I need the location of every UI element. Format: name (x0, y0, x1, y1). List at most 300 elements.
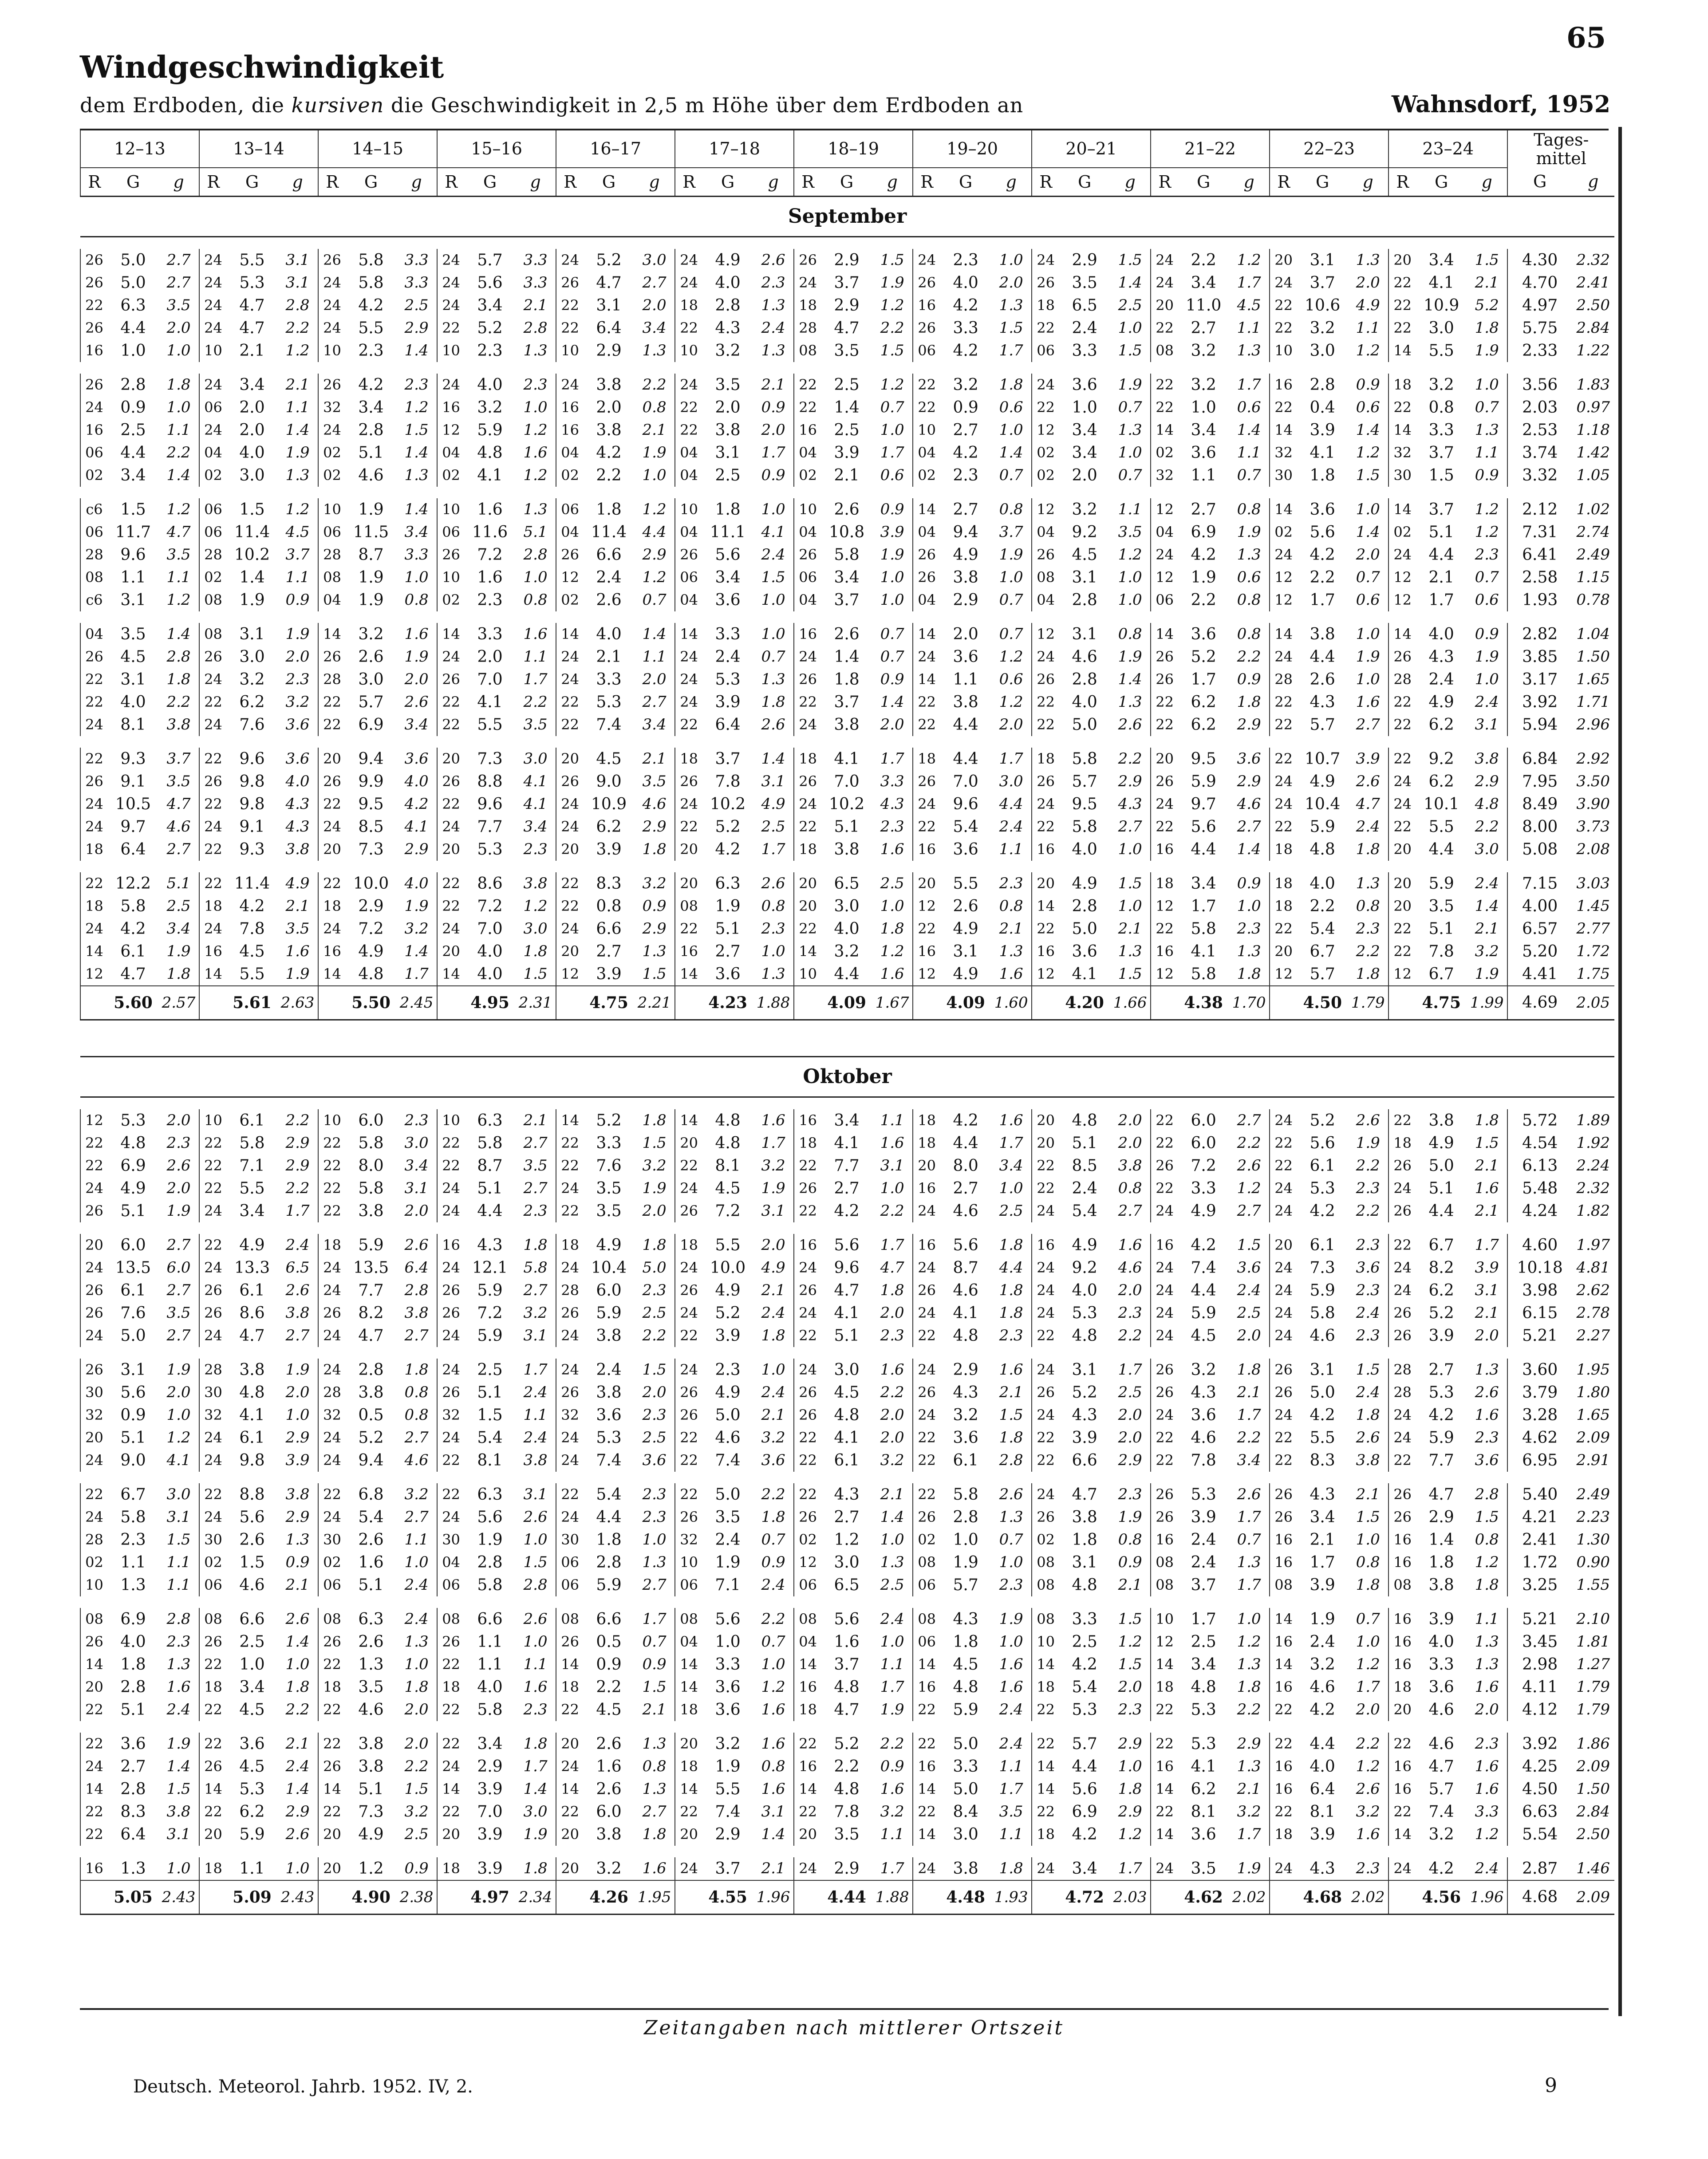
height-speed: 2.6 (753, 249, 794, 272)
height-speed: 1.2 (396, 396, 437, 419)
ground-speed: 4.1 (1191, 942, 1216, 961)
ground-speed: 9.4 (358, 750, 384, 768)
height-speed: 0.7 (753, 1529, 794, 1551)
ground-speed: 4.0 (953, 274, 978, 292)
wind-direction: 24 (556, 1324, 584, 1347)
height-speed: 2.0 (158, 1381, 199, 1404)
wind-direction: 02 (199, 1551, 227, 1574)
ground-speed: 5.3 (239, 274, 265, 292)
ground-speed: 3.7 (1428, 444, 1454, 462)
wind-direction: 22 (199, 691, 227, 713)
ground-speed: 9.5 (358, 795, 384, 813)
wind-direction: 20 (437, 838, 465, 861)
ground-speed: 5.8 (1310, 1304, 1335, 1322)
ground-speed: 4.0 (477, 376, 503, 394)
height-speed: 4.3 (277, 816, 318, 838)
wind-direction: 24 (80, 1324, 108, 1347)
wind-direction: 22 (913, 1483, 940, 1506)
wind-direction: 24 (1388, 1257, 1416, 1279)
ground-speed: 5.1 (358, 1780, 384, 1798)
wind-direction: 26 (556, 1631, 584, 1653)
wind-speed-table (80, 130, 1614, 1915)
height-speed: 2.0 (396, 1733, 437, 1755)
group-gap (80, 1472, 1614, 1483)
height-speed: 4.0 (396, 770, 437, 793)
daily-mean-height: 2.23 (1576, 1508, 1610, 1526)
height-speed: 3.5 (991, 1800, 1032, 1823)
ground-speed: 5.5 (715, 1780, 741, 1798)
height-speed: 3.2 (277, 691, 318, 713)
height-speed: 3.2 (396, 1800, 437, 1823)
height-speed: 1.9 (277, 623, 318, 646)
height-speed: 4.8 (1467, 793, 1507, 816)
wind-direction: 16 (1151, 1529, 1178, 1551)
ground-speed: 1.5 (1428, 466, 1454, 485)
height-speed: 4.6 (634, 793, 675, 816)
ground-speed: 2.4 (715, 648, 741, 666)
ground-speed: 5.4 (358, 1508, 384, 1526)
ground-speed: 6.2 (1428, 716, 1454, 734)
daily-mean-ground: 5.20 (1522, 942, 1558, 961)
height-speed: 2.2 (634, 1324, 675, 1347)
wind-direction: 16 (80, 1857, 108, 1880)
wind-direction: 06 (794, 1574, 821, 1596)
ground-speed: 9.0 (120, 1451, 146, 1470)
height-speed: 3.3 (1467, 1800, 1507, 1823)
wind-direction: 24 (318, 816, 346, 838)
subtitle-italic-word: kursiven (291, 93, 384, 117)
ground-speed: 2.5 (834, 376, 860, 394)
ground-speed: 4.2 (1310, 546, 1335, 564)
wind-direction: 24 (1032, 1404, 1059, 1426)
height-speed: 5.0 (634, 1257, 675, 1279)
height-speed: 1.8 (1467, 317, 1507, 339)
wind-direction: 22 (794, 1449, 821, 1472)
ground-speed: 6.1 (120, 1281, 146, 1300)
daily-mean-height: 1.81 (1576, 1633, 1610, 1651)
daily-mean-ground: 2.58 (1522, 568, 1558, 587)
height-speed: 0.7 (634, 1631, 675, 1653)
wind-direction: 22 (199, 1653, 227, 1676)
ground-speed: 0.9 (120, 398, 146, 417)
wind-direction: 26 (1032, 1381, 1059, 1404)
height-speed: 3.5 (277, 918, 318, 940)
height-speed: 3.8 (277, 1302, 318, 1324)
ground-speed: 3.4 (1191, 274, 1216, 292)
height-speed: 2.0 (753, 1234, 794, 1257)
wind-direction: 24 (556, 793, 584, 816)
ground-speed: 5.1 (1428, 1179, 1454, 1198)
ground-speed: 3.4 (1072, 444, 1097, 462)
wind-direction: 16 (437, 1234, 465, 1257)
ground-speed: 6.9 (358, 716, 384, 734)
ground-speed: 3.7 (834, 1655, 860, 1674)
wind-direction: 22 (675, 918, 702, 940)
wind-direction: 22 (80, 1132, 108, 1154)
ground-speed: 4.9 (120, 1179, 146, 1198)
wind-direction: 22 (199, 838, 227, 861)
height-speed: 2.6 (1348, 1426, 1388, 1449)
ground-speed: 4.2 (239, 897, 265, 915)
wind-direction: 22 (80, 1154, 108, 1177)
day-row (80, 1698, 1614, 1721)
ground-speed: 1.1 (953, 670, 978, 689)
daily-mean-height: 2.50 (1576, 1825, 1610, 1843)
mean-height-speed: 2.02 (1348, 1880, 1388, 1915)
ground-speed: 1.9 (953, 1553, 978, 1572)
wind-direction: 20 (794, 872, 821, 895)
wind-direction: 20 (1388, 838, 1416, 861)
ground-speed: 4.8 (1310, 840, 1335, 859)
daily-mean-ground: 4.12 (1522, 1701, 1558, 1719)
wind-direction: 24 (318, 918, 346, 940)
height-speed: 1.4 (872, 691, 913, 713)
mean-spacer (318, 986, 346, 1020)
daily-mean-ground: 3.28 (1522, 1406, 1558, 1424)
ground-speed: 4.0 (477, 942, 503, 961)
daily-mean-height: 0.97 (1576, 398, 1610, 416)
wind-direction: 06 (1151, 589, 1178, 611)
ground-speed: 4.3 (1310, 693, 1335, 711)
wind-direction: 08 (1032, 566, 1059, 589)
ground-speed: 3.4 (1072, 421, 1097, 439)
ground-speed: 5.2 (1072, 1383, 1097, 1402)
height-speed: 1.4 (158, 464, 199, 487)
ground-speed: 3.6 (239, 1735, 265, 1753)
height-speed: 2.6 (1467, 1381, 1507, 1404)
ground-speed: 1.0 (239, 1655, 265, 1674)
wind-direction: 24 (199, 1324, 227, 1347)
height-speed: 1.8 (634, 1234, 675, 1257)
ground-speed: 2.7 (715, 942, 741, 961)
height-speed: 2.1 (634, 1698, 675, 1721)
ground-speed: 7.7 (834, 1157, 860, 1175)
height-speed: 2.1 (991, 1381, 1032, 1404)
ground-speed: 2.8 (953, 1508, 978, 1526)
height-speed: 1.4 (277, 1631, 318, 1653)
wind-direction: 16 (1270, 1631, 1297, 1653)
wind-direction: 20 (437, 748, 465, 770)
ground-speed: 4.4 (1310, 1735, 1335, 1753)
page-subtitle (80, 93, 1023, 117)
wind-direction: 16 (1270, 1676, 1297, 1698)
wind-direction: 28 (80, 1529, 108, 1551)
ground-speed: 4.7 (1428, 1485, 1454, 1504)
ground-speed: 3.8 (953, 693, 978, 711)
height-speed: 1.8 (753, 1324, 794, 1347)
wind-direction: 20 (80, 1426, 108, 1449)
ground-speed: 6.6 (596, 546, 622, 564)
wind-direction: 24 (318, 272, 346, 294)
height-speed: 1.4 (396, 339, 437, 362)
ground-speed: 6.6 (477, 1610, 503, 1628)
ground-speed: 1.8 (1310, 466, 1335, 485)
ground-speed: 5.8 (358, 274, 384, 292)
ground-speed: 1.8 (953, 1633, 978, 1651)
height-speed: 2.0 (753, 419, 794, 441)
ground-speed: 7.6 (239, 716, 265, 734)
wind-direction: 24 (675, 691, 702, 713)
height-speed: 2.3 (515, 374, 556, 396)
wind-direction: 14 (1270, 623, 1297, 646)
ground-speed: 4.3 (477, 1236, 503, 1254)
ground-speed: 3.0 (834, 1553, 860, 1572)
wind-direction: 06 (675, 1574, 702, 1596)
ground-speed: 9.6 (834, 1259, 860, 1277)
ground-speed: 5.3 (239, 1780, 265, 1798)
wind-direction: 22 (1032, 691, 1059, 713)
wind-direction: 06 (1032, 339, 1059, 362)
ground-speed: 4.9 (1428, 1134, 1454, 1152)
height-speed: 1.5 (634, 963, 675, 986)
height-speed: 1.0 (991, 1631, 1032, 1653)
height-speed: 3.2 (396, 918, 437, 940)
height-speed: 3.0 (158, 1483, 199, 1506)
wind-direction: 26 (794, 1279, 821, 1302)
height-speed: 2.1 (1467, 1302, 1507, 1324)
mean-height-speed: 1.96 (1467, 1880, 1507, 1915)
height-speed: 3.5 (634, 770, 675, 793)
ground-speed: 5.1 (120, 1429, 146, 1447)
wind-direction: 22 (318, 691, 346, 713)
wind-direction: 24 (1270, 1257, 1297, 1279)
ground-speed: 2.8 (120, 1678, 146, 1696)
ground-speed: 4.4 (477, 1202, 503, 1220)
height-speed: 2.3 (277, 668, 318, 691)
height-speed: 0.7 (991, 1529, 1032, 1551)
wind-direction: 18 (1270, 1823, 1297, 1846)
wind-direction: 22 (1151, 1177, 1178, 1200)
wind-direction: 24 (199, 419, 227, 441)
ground-speed: 4.7 (358, 1327, 384, 1345)
height-speed: 0.6 (1348, 396, 1388, 419)
height-speed: 2.0 (1110, 1676, 1151, 1698)
mean-ground-speed: 4.75 (584, 986, 634, 1020)
ground-speed: 3.7 (1191, 1576, 1216, 1594)
height-speed: 0.9 (1229, 668, 1270, 691)
ground-speed-label: G (465, 168, 515, 197)
height-speed: 1.7 (991, 1778, 1032, 1800)
wind-direction: 10 (1270, 339, 1297, 362)
wind-direction: 20 (556, 1857, 584, 1880)
ground-speed: 4.7 (596, 274, 622, 292)
height-speed: 2.0 (991, 272, 1032, 294)
height-speed: 3.7 (991, 521, 1032, 544)
mean-ground-speed: 4.23 (702, 986, 753, 1020)
ground-speed: 2.1 (1310, 1531, 1335, 1549)
daily-mean-ground: 3.32 (1522, 466, 1558, 485)
ground-speed-label: G (227, 168, 277, 197)
wind-direction: 16 (1151, 838, 1178, 861)
mean-height-speed: 2.21 (634, 986, 675, 1020)
ground-speed: 5.6 (477, 1508, 503, 1526)
ground-speed: 4.7 (834, 1701, 860, 1719)
wind-direction: 16 (1388, 1608, 1416, 1631)
height-speed: 3.2 (634, 1154, 675, 1177)
ground-speed: 2.6 (358, 1531, 384, 1549)
wind-direction: 24 (199, 918, 227, 940)
direction-label: R (913, 168, 940, 197)
height-speed: 1.9 (158, 1359, 199, 1381)
wind-direction: 04 (913, 589, 940, 611)
height-speed: 4.1 (515, 793, 556, 816)
wind-direction: 30 (437, 1529, 465, 1551)
wind-direction: 12 (1151, 963, 1178, 986)
height-speed: 5.1 (515, 521, 556, 544)
ground-speed: 5.1 (477, 1383, 503, 1402)
height-speed: 4.1 (396, 816, 437, 838)
height-speed: 1.6 (753, 1733, 794, 1755)
ground-speed: 3.4 (715, 568, 741, 587)
day-row (80, 272, 1614, 294)
height-speed: 1.8 (1229, 691, 1270, 713)
wind-direction: 22 (1032, 1177, 1059, 1200)
daily-ground-label: G (1507, 168, 1572, 197)
height-speed: 1.2 (1467, 1551, 1507, 1574)
height-speed: 2.2 (872, 1733, 913, 1755)
height-speed: 1.4 (158, 1755, 199, 1778)
ground-speed: 6.6 (1072, 1451, 1097, 1470)
ground-speed: 4.1 (1310, 444, 1335, 462)
ground-speed: 4.3 (953, 1383, 978, 1402)
ground-speed: 5.6 (1310, 1134, 1335, 1152)
wind-direction: 24 (1032, 1302, 1059, 1324)
height-speed: 1.1 (1229, 441, 1270, 464)
ground-speed: 3.0 (239, 648, 265, 666)
ground-speed: 2.9 (477, 1757, 503, 1776)
ground-speed: 2.6 (358, 648, 384, 666)
ground-speed: 3.1 (596, 296, 622, 315)
height-speed: 1.6 (515, 623, 556, 646)
ground-speed: 1.9 (715, 1553, 741, 1572)
ground-speed: 4.2 (1072, 1655, 1097, 1674)
height-speed: 1.2 (1348, 441, 1388, 464)
wind-direction: 14 (556, 1109, 584, 1132)
wind-direction: 10 (675, 498, 702, 521)
ground-speed: 4.8 (953, 1678, 978, 1696)
ground-speed: 4.8 (715, 1111, 741, 1130)
ground-speed: 1.8 (715, 500, 741, 519)
wind-direction: 02 (318, 464, 346, 487)
wind-direction: 24 (556, 249, 584, 272)
wind-direction: 24 (556, 1426, 584, 1449)
ground-speed: 3.9 (477, 1860, 503, 1878)
height-speed: 1.3 (634, 940, 675, 963)
ground-speed: 7.2 (358, 920, 384, 938)
height-speed: 4.6 (1110, 1257, 1151, 1279)
height-speed: 2.9 (277, 1800, 318, 1823)
wind-direction: 16 (556, 396, 584, 419)
ground-speed: 1.1 (120, 1553, 146, 1572)
ground-speed: 6.0 (1191, 1134, 1216, 1152)
ground-speed: 1.6 (477, 500, 503, 519)
height-speed: 2.4 (991, 816, 1032, 838)
mean-height-speed: 1.93 (991, 1880, 1032, 1915)
ground-speed: 0.9 (596, 1655, 622, 1674)
height-speed: 1.3 (1229, 1653, 1270, 1676)
daily-mean-height: 3.73 (1576, 818, 1610, 835)
ground-speed: 5.9 (477, 421, 503, 439)
ground-speed: 6.1 (239, 1429, 265, 1447)
wind-direction: 20 (556, 838, 584, 861)
wind-direction: 14 (556, 623, 584, 646)
height-speed: 2.2 (158, 691, 199, 713)
mean-height-speed: 2.43 (158, 1880, 199, 1915)
wind-direction: 24 (437, 1177, 465, 1200)
height-speed: 1.2 (1229, 1177, 1270, 1200)
wind-direction: 22 (437, 1154, 465, 1177)
height-speed: 2.6 (1348, 1778, 1388, 1800)
ground-speed: 5.9 (953, 1701, 978, 1719)
ground-speed: 2.4 (1072, 1179, 1097, 1198)
height-speed: 3.1 (515, 1324, 556, 1347)
period-header: 12–13 (80, 130, 199, 168)
wind-direction: 14 (913, 1823, 940, 1846)
ground-speed: 2.8 (1072, 897, 1097, 915)
ground-speed: 6.6 (239, 1610, 265, 1628)
ground-speed: 5.0 (1072, 716, 1097, 734)
height-speed: 1.7 (753, 1132, 794, 1154)
wind-direction: 14 (675, 1109, 702, 1132)
ground-speed: 9.4 (953, 523, 978, 541)
height-speed-label: g (753, 168, 794, 197)
wind-direction: 26 (913, 1506, 940, 1529)
daily-mean-height: 2.32 (1576, 1179, 1610, 1197)
wind-direction: 24 (437, 918, 465, 940)
wind-direction: 18 (199, 895, 227, 918)
ground-speed: 1.0 (953, 1531, 978, 1549)
height-speed: 1.8 (158, 668, 199, 691)
ground-speed: 5.3 (1072, 1304, 1097, 1322)
ground-speed: 1.6 (477, 568, 503, 587)
height-speed: 0.8 (396, 589, 437, 611)
height-speed: 2.2 (277, 1177, 318, 1200)
height-speed: 2.0 (991, 713, 1032, 736)
ground-speed: 5.6 (477, 274, 503, 292)
ground-speed: 2.4 (1191, 1553, 1216, 1572)
period-header: 18–19 (794, 130, 913, 168)
height-speed: 1.5 (1348, 1359, 1388, 1381)
ground-speed: 2.4 (1310, 1633, 1335, 1651)
height-speed: 4.6 (396, 1449, 437, 1472)
height-speed: 1.3 (991, 1506, 1032, 1529)
ground-speed: 5.3 (715, 670, 741, 689)
wind-direction: 26 (1270, 1483, 1297, 1506)
height-speed: 1.7 (991, 339, 1032, 362)
daily-mean-height: 1.89 (1576, 1111, 1610, 1129)
ground-speed: 2.2 (1310, 568, 1335, 587)
ground-speed: 3.8 (1428, 1111, 1454, 1130)
wind-direction: 14 (1270, 1653, 1297, 1676)
ground-speed: 7.1 (239, 1157, 265, 1175)
ground-speed: 4.4 (1191, 1281, 1216, 1300)
wind-direction: 28 (794, 317, 821, 339)
daily-mean-ground: 3.79 (1522, 1383, 1558, 1402)
height-speed: 1.7 (991, 748, 1032, 770)
height-speed: 3.4 (634, 713, 675, 736)
day-row (80, 1404, 1614, 1426)
ground-speed: 9.3 (120, 750, 146, 768)
ground-speed: 6.3 (715, 875, 741, 893)
daily-mean-height: 2.49 (1576, 1485, 1610, 1503)
height-speed: 1.3 (277, 464, 318, 487)
wind-direction: 24 (437, 1359, 465, 1381)
wind-direction: 24 (794, 1857, 821, 1880)
mean-spacer (199, 1880, 227, 1915)
wind-direction: 22 (199, 1234, 227, 1257)
wind-direction: 22 (1270, 1733, 1297, 1755)
ground-speed: 5.6 (239, 1508, 265, 1526)
